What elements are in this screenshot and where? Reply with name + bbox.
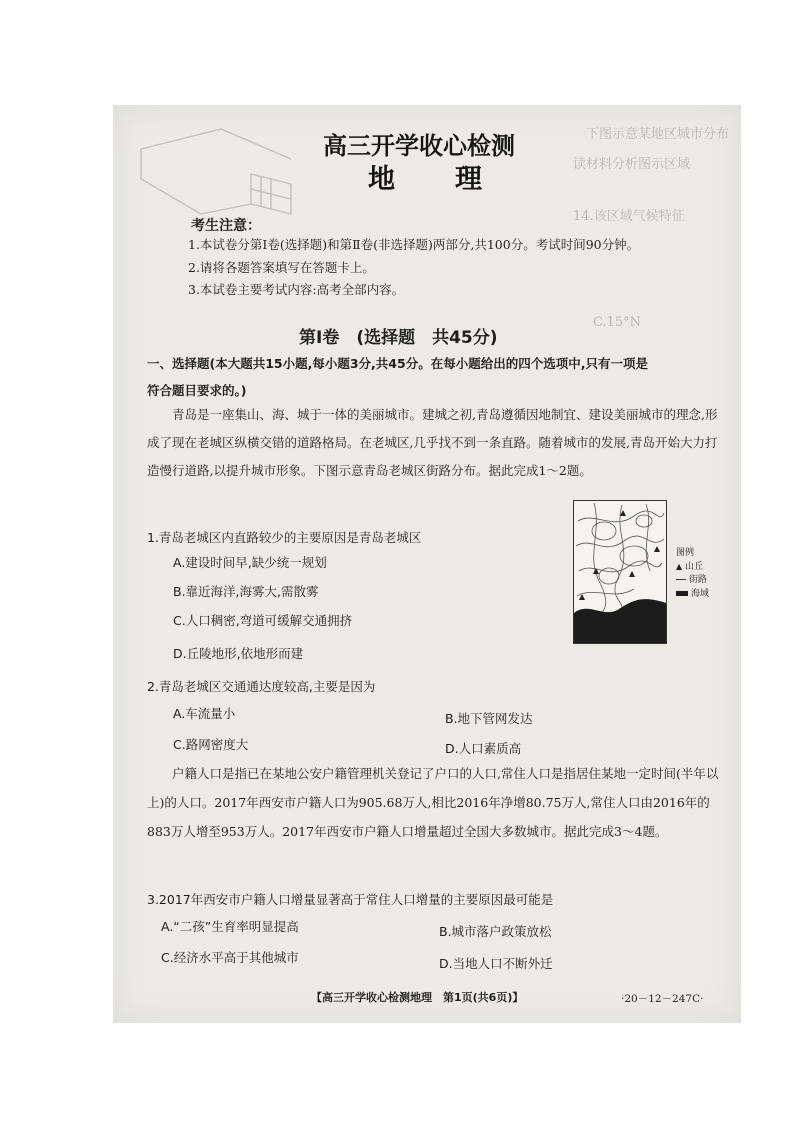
notice-item: 2.请将各题答案填写在答题卡上。 — [188, 260, 375, 275]
exam-page — [113, 105, 741, 1023]
legend-hill-label: 山丘 — [685, 562, 704, 572]
q2-option-d[interactable]: D.人口素质高 — [445, 741, 522, 756]
legend-sea — [676, 586, 709, 599]
q2-option-c[interactable]: C.路网密度大 — [173, 737, 249, 752]
passage-qingdao: 青岛是一座集山、海、城于一体的美丽城市。建城之初,青岛遵循因地制宜、建设美丽城市的理念,形成了现在老城区纵横交错的道路格局。在老城区,几乎找不到一条直路。随着城市的发展,青岛开始大力打造慢行道路,以提升城市形象。下图示意青岛老城区街路分布。据此完成1～2题。 — [147, 407, 718, 478]
page-footer: 【高三开学收心检测地理 第1页(共6页)】 — [311, 991, 524, 1004]
legend-street-label: 街路 — [688, 575, 707, 585]
question-3-stem: 3.2017年西安市户籍人口增量显著高于常住人口增量的主要原因最可能是 — [147, 892, 554, 907]
q2-option-b[interactable]: B.地下管网发达 — [445, 711, 533, 726]
qingdao-street-map — [573, 500, 667, 644]
question-1-stem: 1.青岛老城区内直路较少的主要原因是青岛老城区 — [147, 530, 422, 545]
notice-heading: 考生注意： — [191, 218, 261, 234]
q1-option-d[interactable]: D.丘陵地形,依地形而建 — [173, 646, 304, 661]
page-title: 高三开学收心检测 — [323, 132, 515, 160]
section-instruction-cont: 符合题目要求的。) — [147, 383, 247, 398]
subject-title: 地理 — [368, 164, 542, 195]
map-legend-title: 图例 — [676, 548, 695, 558]
legend-sea-label: 海域 — [690, 589, 709, 599]
passage-xian: 户籍人口是指已在某地公安户籍管理机关登记了户口的人口,常住人口是指居住某地一定时间(半年以上)的人口。2017年西安市户籍人口为905.68万人,相比2016年净增80.75万人,常住人口由2016年的883万人增至953万人。2017年西安市户籍人口增量超过全国大多数城市。据此完成3～4题。 — [147, 766, 719, 839]
hill-icon: ▲ — [676, 562, 683, 571]
q1-option-b[interactable]: B.靠近海洋,海雾大,需散雾 — [173, 584, 319, 599]
legend-hill — [676, 559, 703, 572]
sea-swatch-icon — [676, 591, 688, 596]
bleed-through-sketch — [131, 119, 301, 229]
bleed-text-2: 读材料分析图示区域 — [573, 157, 691, 172]
notice-item: 3.本试卷主要考试内容:高考全部内容。 — [188, 282, 405, 297]
part-title: 第Ⅰ卷 (选择题 共45分) — [299, 328, 498, 348]
notice-item: 1.本试卷分第Ⅰ卷(选择题)和第Ⅱ卷(非选择题)两部分,共100分。考试时间90分钟。 — [188, 237, 640, 252]
q3-option-d[interactable]: D.当地人口不断外迁 — [439, 956, 553, 971]
q2-option-a[interactable]: A.车流量小 — [173, 706, 236, 721]
q1-option-a[interactable]: A.建设时间早,缺少统一规划 — [173, 555, 327, 570]
q3-option-a[interactable]: A.“二孩”生育率明显提高 — [161, 919, 299, 934]
street-line-icon — [676, 579, 686, 580]
question-2-stem: 2.青岛老城区交通通达度较高,主要是因为 — [147, 679, 376, 694]
q3-option-b[interactable]: B.城市落户政策放松 — [439, 924, 552, 939]
q3-option-c[interactable]: C.经济水平高于其他城市 — [161, 950, 299, 965]
bleed-text-4: C.15°N — [593, 315, 642, 330]
bleed-text-3: 14.该区域气候特征 — [573, 209, 685, 224]
paper-code: ·20－12－247C· — [621, 993, 704, 1005]
section-instruction: 一、选择题(本大题共15小题,每小题3分,共45分。在每小题给出的四个选项中,只有一项是 — [147, 356, 648, 371]
bleed-text-1: 下图示意某地区城市分布 — [586, 127, 730, 142]
q1-option-c[interactable]: C.人口稠密,弯道可缓解交通拥挤 — [173, 613, 353, 628]
legend-street — [676, 572, 707, 585]
